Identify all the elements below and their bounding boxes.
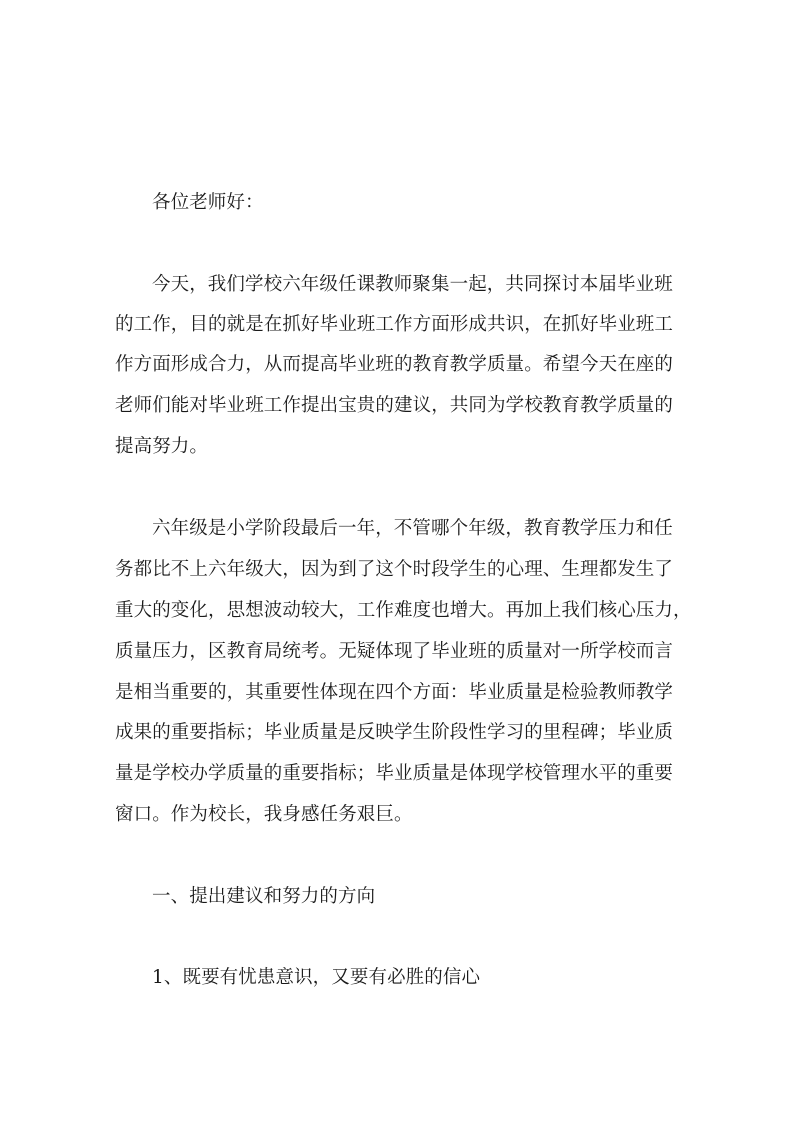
subheading: 1、既要有忧患意识，又要有必胜的信心 xyxy=(152,967,481,988)
paragraph-line: 作方面形成合力，从而提高毕业班的教育教学质量。希望今天在座的 xyxy=(115,354,674,375)
section-heading: 一、提出建议和努力的方向 xyxy=(152,886,376,907)
paragraph-line: 的工作，目的就是在抓好毕业班工作方面形成共识，在抓好毕业班工 xyxy=(115,314,674,335)
greeting: 各位老师好： xyxy=(152,192,264,213)
paragraph-line: 六年级是小学阶段最后一年，不管哪个年级，教育教学压力和任 xyxy=(152,518,673,539)
paragraph-line: 成果的重要指标；毕业质量是反映学生阶段性学习的里程碑；毕业质 xyxy=(115,722,674,743)
paragraph-line: 老师们能对毕业班工作提出宝贵的建议，共同为学校教育教学质量的 xyxy=(115,395,674,416)
paragraph-line: 务都比不上六年级大，因为到了这个时段学生的心理、生理都发生了 xyxy=(115,559,674,580)
paragraph-line: 提高努力。 xyxy=(115,436,209,457)
paragraph-line: 是相当重要的，其重要性体现在四个方面：毕业质量是检验教师教学 xyxy=(115,682,674,703)
paragraph-line: 质量压力，区教育局统考。无疑体现了毕业班的质量对一所学校而言 xyxy=(115,641,674,662)
paragraph-line: 量是学校办学质量的重要指标；毕业质量是体现学校管理水平的重要 xyxy=(115,763,674,784)
paragraph-line: 窗口。作为校长，我身感任务艰巨。 xyxy=(115,804,413,825)
paragraph-line: 今天，我们学校六年级任课教师聚集一起，共同探讨本届毕业班 xyxy=(152,274,673,295)
paragraph-line: 重大的变化，思想波动较大，工作难度也增大。再加上我们核心压力， xyxy=(115,600,692,621)
